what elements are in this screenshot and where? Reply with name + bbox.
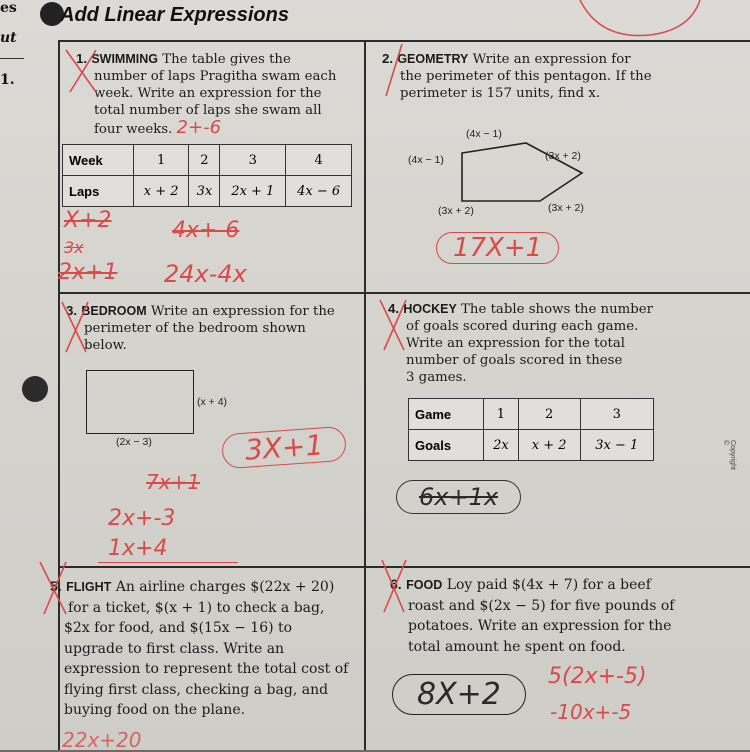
edge-text-mid: ut	[0, 30, 17, 46]
problem-3	[66, 302, 361, 354]
problem-3-heading: BEDROOM	[81, 304, 147, 318]
problem-3-line: Write an expression for the	[150, 304, 335, 319]
problem-3-line: below.	[84, 338, 127, 353]
table-cell: 2x	[484, 430, 519, 461]
problem-3-line: perimeter of the bedroom shown	[84, 321, 306, 336]
red-slash-mark	[380, 40, 410, 100]
problem-6-line: total amount he spent on food.	[408, 638, 626, 655]
problem-1-line: total number of laps she swam all	[94, 103, 322, 118]
table-cell: 4	[286, 145, 352, 176]
problem-2-line: perimeter is 157 units, find x.	[400, 86, 601, 101]
problem-4-number: 4.	[388, 301, 400, 316]
problem-5-line: An airline charges $(22x + 20)	[115, 579, 335, 595]
work-line: 3x	[64, 238, 84, 257]
problem-3-answer: 3X+1	[221, 426, 347, 470]
answer-underline	[98, 562, 238, 563]
table-cell: 3	[220, 145, 286, 176]
problem-4-work: 6x+1x	[396, 480, 521, 514]
binder-hole	[22, 376, 48, 402]
work-line: 1x+4	[108, 536, 168, 561]
problem-5-heading: FLIGHT	[66, 580, 112, 594]
work-line: 7x+1	[146, 470, 201, 494]
bedroom-rectangle	[86, 370, 194, 434]
table-cell: 1	[484, 399, 519, 430]
problem-6-heading: FOOD	[406, 578, 443, 592]
problem-5-line: for a ticket, $(x + 1) to check a bag,	[68, 599, 325, 616]
edge-number: 1.	[0, 72, 15, 88]
problem-1-number: 1.	[76, 51, 88, 66]
copyright-text: Copyright ©	[722, 440, 736, 470]
problem-4	[388, 300, 678, 386]
table-cell: 3x − 1	[580, 430, 653, 461]
problem-2-line: Write an expression for	[472, 52, 631, 67]
work-line: 5(2x+-5)	[548, 664, 647, 689]
red-x-mark	[376, 556, 416, 616]
table-cell: 4x − 6	[286, 176, 352, 207]
work-line: 2x+-3	[108, 506, 176, 531]
problem-5-line: flying first class, checking a bag, and	[64, 681, 329, 698]
problem-2-line: the perimeter of this pentagon. If the	[400, 69, 652, 84]
problem-4-line: number of goals scored in these	[406, 353, 623, 368]
red-x-mark	[56, 298, 96, 358]
table-cell: x + 2	[134, 176, 189, 207]
pentagon-side-label: (3x + 2)	[438, 205, 474, 217]
problem-1-line: number of laps Pragitha swam each	[94, 69, 337, 84]
table-cell: 3x	[189, 176, 220, 207]
table-cell: 2x + 1	[220, 176, 286, 207]
problem-1-note: 2+-6	[176, 117, 222, 138]
work-line: 2x+1	[58, 260, 118, 285]
work-line: -10x+-5	[550, 700, 632, 724]
problem-5-line: buying food on the plane.	[64, 702, 246, 718]
problem-6	[390, 574, 690, 657]
problem-6-line: roast and $(2x − 5) for five pounds of	[408, 597, 675, 614]
work-answer: 24x-4x	[164, 260, 247, 288]
problem-5-number: 5.	[50, 578, 62, 594]
problem-1-line: The table gives the	[162, 52, 291, 67]
problem-2	[382, 50, 672, 102]
problem-1-line: four weeks.	[94, 122, 173, 137]
problem-3-number: 3.	[66, 303, 78, 318]
table-cell: 3	[580, 399, 653, 430]
problem-6-line: potatoes. Write an expression for the	[408, 618, 672, 634]
table-header: Goals	[409, 430, 484, 461]
problem-4-line: of goals scored during each game.	[406, 319, 639, 334]
problem-2-heading: GEOMETRY	[397, 52, 469, 66]
bedroom-side-label: (x + 4)	[197, 396, 228, 408]
problem-6-number: 6.	[390, 576, 402, 592]
red-x-mark	[374, 296, 414, 356]
table-cell: 2	[189, 145, 220, 176]
laps-table	[62, 144, 352, 207]
grid-middle	[364, 40, 366, 750]
red-x-mark	[36, 558, 76, 618]
edge-rule	[0, 58, 24, 59]
goals-table	[408, 398, 654, 461]
table-cell: 2	[518, 399, 580, 430]
pentagon-side-label: (3x + 2)	[548, 202, 584, 214]
problem-5-line: expression to represent the total cost of	[64, 661, 349, 677]
pentagon-side-label: (4x − 1)	[466, 128, 502, 140]
table-header: Game	[409, 399, 484, 430]
problem-2-answer: 17X+1	[436, 232, 559, 264]
table-cell: 1	[134, 145, 189, 176]
problem-1-heading: SWIMMING	[91, 52, 158, 66]
pentagon-side-label: (3x + 2)	[545, 150, 581, 162]
problem-6-answer: 8X+2	[392, 674, 526, 715]
grid-row-1	[58, 292, 750, 294]
problem-5	[50, 576, 362, 721]
table-cell: x + 2	[518, 430, 580, 461]
problem-1	[76, 50, 361, 138]
table-header: Week	[63, 145, 134, 176]
table-header: Laps	[63, 176, 134, 207]
problem-5-work: 22x+20	[62, 728, 142, 752]
problem-4-line: The table shows the number	[461, 302, 654, 317]
red-x-mark	[62, 46, 102, 96]
bedroom-side-label: (2x − 3)	[116, 436, 152, 448]
pentagon-side-label: (4x − 1)	[408, 154, 444, 166]
work-line: X+2	[64, 208, 112, 233]
problem-5-line: $2x for food, and $(15x − 16) to	[64, 620, 293, 636]
problem-5-line: upgrade to first class. Write an	[64, 640, 285, 657]
problem-4-heading: HOCKEY	[403, 302, 457, 316]
page-title: Add Linear Expressions	[60, 4, 289, 26]
work-line: 4x+-6	[172, 218, 240, 243]
problem-2-number: 2.	[382, 51, 394, 66]
problem-4-line: Write an expression for the total	[406, 336, 626, 351]
edge-text-top: es	[0, 0, 17, 16]
problem-4-line: 3 games.	[406, 370, 467, 385]
problem-1-line: week. Write an expression for the	[94, 86, 322, 101]
red-scribble	[560, 0, 710, 40]
problem-6-line: Loy paid $(4x + 7) for a beef	[446, 577, 651, 593]
